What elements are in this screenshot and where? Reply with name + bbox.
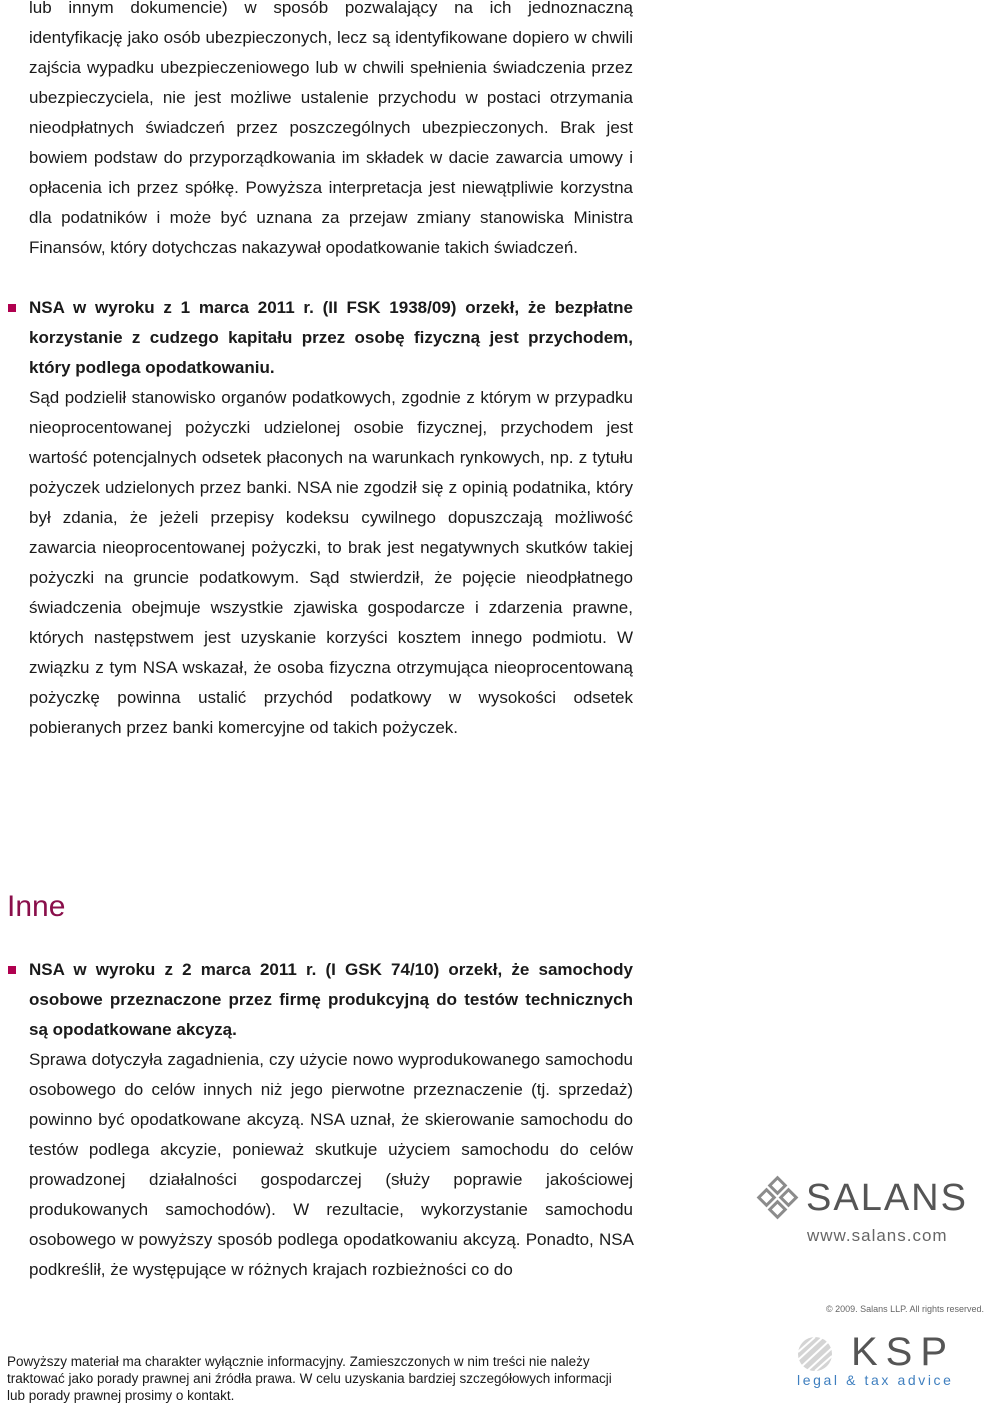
text-line: w powyższy sposób podlega opodatkowaniu akcyzą. Ponadto, NSA: [121, 1230, 633, 1249]
ruling-item-capital: [29, 293, 633, 743]
text-line: w chwili zajścia wypadku ubezpieczeniowego lub w chwili spełnienia: [29, 28, 633, 77]
document-body-continued: [29, 955, 633, 1285]
text-line: przeznaczenie (tj. sprzedaż) powinno być opodatkowane akcyzą. NSA: [29, 1080, 633, 1129]
text-line: samochodu osobowego do celów innych niż jego pierwotne: [29, 1050, 633, 1099]
text-line: NSA w wyroku z 2 marca 2011 r. (I GSK 74/10) orzekł, że: [29, 960, 530, 979]
ksp-wordmark: KSP: [851, 1330, 956, 1374]
text-line: fizyczna otrzymująca nieoprocentowaną pożyczkę powinna ustalić: [29, 658, 633, 707]
text-line: nieoprocentowanej pożyczki, to brak jest negatywnych skutków takiej: [102, 538, 633, 557]
text-line: przychodem jest wartość potencjalnych odsetek płaconych na: [29, 418, 633, 467]
text-line: przepisy kodeksu cywilnego dopuszczają możliwość zawarcia: [29, 508, 633, 557]
text-line: samochodów). W rezultacie, wykorzystanie samochodu osobowego: [29, 1200, 633, 1249]
footer-line: lub porady prawnej prosimy o kontakt.: [7, 1388, 235, 1403]
text-line: uznał, że skierowanie samochodu do testów podlega akcyzie, ponieważ: [29, 1110, 633, 1159]
salans-url: www.salans.com: [807, 1226, 948, 1245]
ruling-item-excise: [29, 955, 633, 1285]
salans-diamond-icon: [758, 1178, 798, 1218]
text-line: przez spółkę. Powyższa interpretacja jest niewątpliwie korzystna dla: [29, 178, 633, 227]
text-line: Finansów, który dotychczas nakazywał opodatkowanie takich: [29, 238, 490, 257]
disclaimer-footer: [7, 1353, 647, 1404]
text-line: przychodu w postaci otrzymania nieodpłatnych świadczeń przez: [29, 88, 633, 137]
text-line: w przypadku nieoprocentowanej pożyczki udzielonej osobie fizycznej,: [29, 388, 634, 437]
footer-line: traktować jako porady prawnej ani źródła prawa. W celu uzyskania bardziej szczegółowych informacji: [7, 1371, 612, 1386]
text-line: testów technicznych są opodatkowane akcyzą.: [29, 990, 633, 1039]
bullet-square-icon: [8, 304, 16, 312]
ruling-title: [29, 955, 633, 1045]
text-line: przyporządkowania im składek w dacie zawarcia umowy i opłacenia ich: [29, 148, 633, 197]
text-line: identyfikację jako osób ubezpieczonych, lecz są identyfikowane dopiero: [29, 28, 570, 47]
text-line: pożyczki na gruncie podatkowym. Sąd stwierdził, że pojęcie: [29, 568, 517, 587]
ruling-title: [29, 293, 633, 383]
ksp-tagline: legal & tax advice: [797, 1372, 954, 1388]
text-line: Sprawa dotyczyła zagadnienia, czy użycie nowo wyprodukowanego: [29, 1050, 541, 1069]
text-line: skutkuje użyciem samochodu do celów prowadzonej działalności: [29, 1140, 633, 1189]
text-line: przychodem, który podlega opodatkowaniu.: [29, 328, 633, 377]
salans-wordmark: SALANS: [806, 1177, 968, 1219]
document-body: [29, 0, 633, 743]
section-heading-inne: Inne: [7, 890, 66, 923]
text-line: NSA nie zgodził się z opinią podatnika, który był zdania, że jeżeli: [29, 478, 634, 527]
text-line: podkreślił, że występujące w różnych krajach rozbieżności co do: [29, 1260, 513, 1279]
bullet-square-icon: [8, 966, 16, 974]
text-line: NSA w wyroku z 1 marca 2011 r. (II FSK 1938/09) orzekł, że: [29, 298, 546, 317]
text-line: poszczególnych ubezpieczonych. Brak jest bowiem podstaw do: [29, 118, 633, 167]
text-line: komercyjne od takich pożyczek.: [218, 718, 459, 737]
text-line: świadczenia przez ubezpieczyciela, nie jest możliwe ustalenie: [29, 58, 633, 107]
text-line: i zdarzenia prawne, których następstwem jest uzyskanie korzyści: [29, 598, 633, 647]
text-line: kosztem innego podmiotu. W związku z tym NSA wskazał, że osoba: [29, 628, 633, 677]
footer-line: Powyższy materiał ma charakter wyłącznie informacyjny. Zamieszczonych w nim treści nie należy: [7, 1354, 590, 1369]
text-line: gospodarczej (służy poprawie jakościowej produkowanych: [29, 1170, 633, 1219]
text-line: Sąd podzielił stanowisko organów podatkowych, zgodnie z którym: [29, 388, 532, 407]
paragraph-intro: [29, 0, 633, 263]
salans-copyright: © 2009. Salans LLP. All rights reserved.: [826, 1304, 984, 1314]
text-line: przychód podatkowy w wysokości odsetek pobieranych przez banki: [29, 688, 633, 737]
text-line: nieodpłatnego świadczenia obejmuje wszystkie zjawiska gospodarcze: [29, 568, 633, 617]
text-line: podatników i może być uznana za przejaw zmiany stanowiska Ministra: [61, 208, 633, 227]
text-line: warunkach rynkowych, np. z tytułu pożyczek udzielonych przez banki.: [29, 448, 633, 497]
text-line: świadczeń.: [493, 238, 579, 257]
text-line: samochody osobowe przeznaczone przez firmę produkcyjną do: [29, 960, 633, 1009]
ksp-sphere-icon: [793, 1334, 845, 1374]
text-line: lub innym dokumencie) w sposób pozwalający na ich jednoznaczną: [29, 0, 633, 17]
text-line: bezpłatne korzystanie z cudzego kapitału przez osobę fizyczną jest: [29, 298, 633, 347]
ruling-body: [29, 383, 633, 743]
ruling-body: [29, 1045, 633, 1285]
